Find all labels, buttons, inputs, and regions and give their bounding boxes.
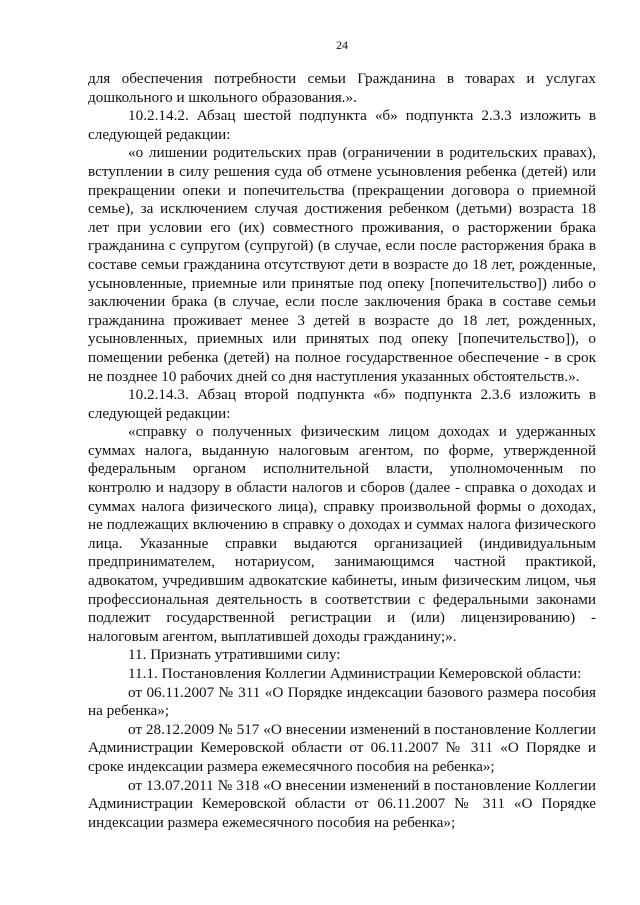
- paragraph: «о лишении родительских прав (ограничении в родительских правах), вступлении в силу решения суда об отмене усыновления ребенка (детей) или прекращении опеки и попечительства (прекращении договора о приемной семье), за исключением случая достижения ребенком (детьми) возраста 18 лет при условии его (их) совместного проживания, о расторжении брака гражданина с супругом (супругой) (в случае, если после расторжения брака в составе семьи гражданина отсутствуют дети в возрасте до 18 лет, рожденные, усыновленные, приемные или принятые под опеку [попечительство]) либо о заключении брака (в случае, если после заключения брака в составе семьи гражданина проживает менее 3 детей в возрасте до 18 лет, рожденных, усыновленных, приемных или принятых под опеку [попечительство]), о помещении ребенка (детей) на полное государственное обеспечение - в срок не позднее 10 рабочих дней со дня наступления указанных обстоятельств.».: [88, 144, 596, 385]
- paragraph: от 06.11.2007 № 311 «О Порядке индексации базового размера пособия на ребенка»;: [88, 683, 596, 720]
- paragraph: для обеспечения потребности семьи Гражданина в товарах и услугах дошкольного и школьного образования.».: [88, 70, 596, 106]
- document-page: [88, 38, 596, 832]
- paragraph: 10.2.14.3. Абзац второй подпункта «б» подпункта 2.3.6 изложить в следующей редакции:: [88, 386, 596, 422]
- page-number: 24: [336, 38, 348, 52]
- paragraph: 11.1. Постановления Коллегии Администрации Кемеровской области:: [128, 665, 582, 682]
- paragraph: «справку о полученных физическим лицом доходах и удержанных суммах налога, выданную налоговым агентом, по форме, утвержденной федеральным органом исполнительной власти, уполномоченным по контролю и надзору в области налогов и сборов (далее - справка о доходах и суммах налога физического лица), справку произвольной формы о доходах, не подлежащих включению в справку о доходах и суммах налога физического лица. Указанные справки выдаются организацией (индивидуальным предпринимателем, нотариусом, занимающимся частной практикой, адвокатом, учредившим адвокатские кабинеты, иным физическим лицом, чья профессиональная деятельность в соответствии с федеральными законами подлежит государственной регистрации и (или) лицензированию) - налоговым агентом, выплатившей доходы гражданину;».: [88, 423, 596, 645]
- paragraph: 11. Признать утратившими силу:: [128, 646, 341, 664]
- paragraph: от 28.12.2009 № 517 «О внесении изменений в постановление Коллегии Администрации Кемеровской области от 06.11.2007 № 311 «О Порядке и сроке индексации размера ежемесячного пособия на ребенка»;: [88, 720, 596, 775]
- paragraph: от 13.07.2011 № 318 «О внесении изменений в постановление Коллегии Администрации Кемеровской области от 06.11.2007 № 311 «О Порядке индексации размера ежемесячного пособия на ребенка»;: [88, 776, 596, 831]
- paragraph: 10.2.14.2. Абзац шестой подпункта «б» подпункта 2.3.3 изложить в следующей редакции:: [88, 107, 596, 143]
